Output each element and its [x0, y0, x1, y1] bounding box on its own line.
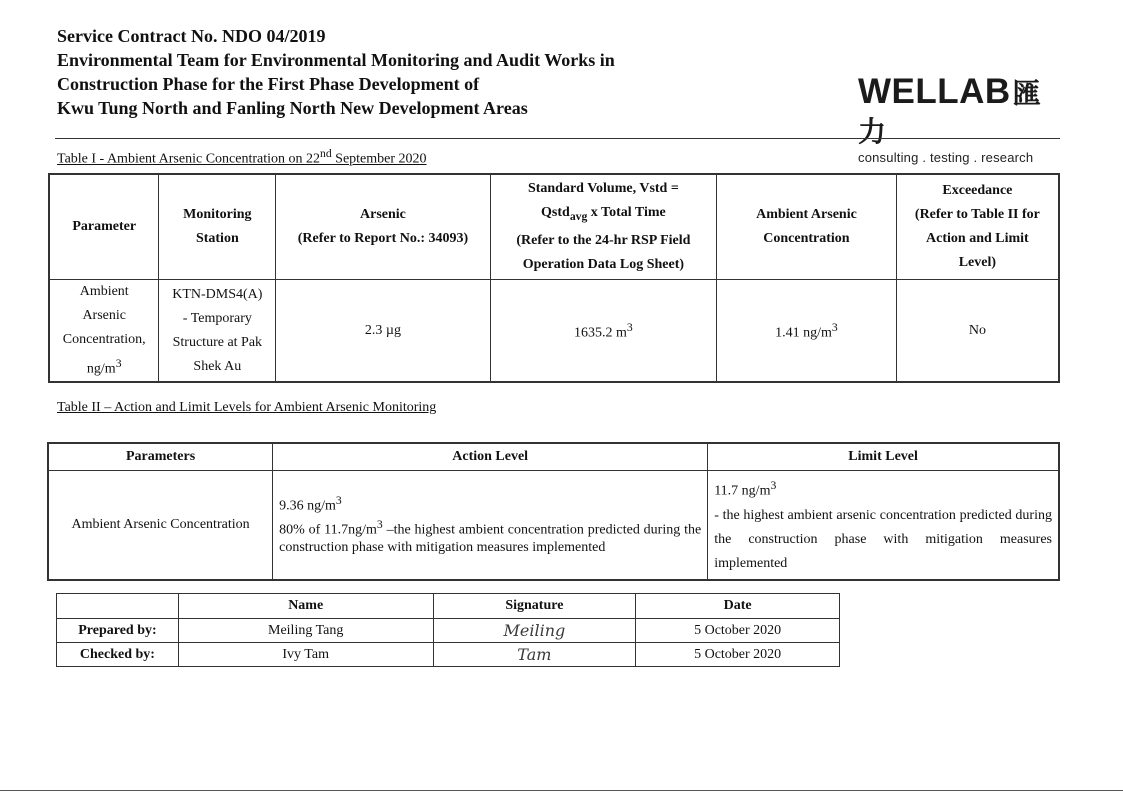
table-header-row — [57, 594, 840, 619]
action-limit-table — [47, 442, 1060, 581]
contract-title-line-3: Kwu Tung North and Fanling North New Development Areas — [57, 98, 528, 118]
wellab-logo — [858, 74, 1058, 165]
header-limit-level: Limit Level — [708, 443, 1059, 471]
checked-by-date: 5 October 2020 — [636, 643, 840, 667]
table-row — [49, 279, 1059, 382]
cell-station: KTN-DMS4(A) - Temporary Structure at Pak Shek Au — [159, 279, 276, 382]
logo-tagline: consulting . testing . research — [858, 150, 1034, 165]
header-action-level: Action Level — [273, 443, 708, 471]
header-signature: Signature — [433, 594, 636, 619]
cell-exceedance: No — [896, 279, 1059, 382]
footer-divider — [0, 790, 1123, 791]
table2-caption: Table II – Action and Limit Levels for Ambient Arsenic Monitoring — [57, 400, 437, 415]
cell-ambient-concentration: 1.41 $ng/m^3$ — [717, 279, 897, 382]
cell-limit-level: 11.7 $ng/m^3$ - the highest ambient arsenic concentration predicted during the construction phase with mitigation measures implemented — [708, 471, 1059, 580]
checked-by-name: Ivy Tam — [178, 643, 433, 667]
header-parameters: Parameters — [48, 443, 273, 471]
signoff-table — [56, 593, 840, 667]
document-header — [57, 24, 615, 120]
header-date: Date — [636, 594, 840, 619]
checked-by-label: Checked by: — [57, 643, 179, 667]
prepared-by-signature — [433, 619, 636, 643]
header-blank — [57, 594, 179, 619]
header-arsenic: Arsenic (Refer to Report No.: 34093) — [276, 174, 490, 279]
header-standard-volume: Standard Volume, Vstd = Qstd$_{avg}$ x Total Time (Refer to the 24-hr RSP Field Operation Data Log Sheet) — [490, 174, 716, 279]
logo-wordmark: WELLAB — [858, 72, 1011, 111]
header-ambient-concentration: Ambient Arsenic Concentration — [717, 174, 897, 279]
handwritten-signature: Meiling — [503, 620, 566, 640]
table1-caption: Table I - Ambient Arsenic Concentration on 22nd September 2020 — [57, 147, 427, 167]
prepared-by-date: 5 October 2020 — [636, 619, 840, 643]
handwritten-signature: Tam — [517, 644, 552, 664]
checked-by-signature — [433, 643, 636, 667]
contract-number: Service Contract No. NDO 04/2019 — [57, 26, 326, 46]
prepared-by-name: Meiling Tang — [178, 619, 433, 643]
arsenic-concentration-table — [48, 173, 1060, 383]
cell-parameter: Ambient Arsenic Concentration — [48, 471, 273, 580]
header-exceedance: Exceedance (Refer to Table II for Action and Limit Level) — [896, 174, 1059, 279]
header-parameter: Parameter — [49, 174, 159, 279]
table-header-row — [48, 443, 1059, 471]
cell-action-level: 9.36 $ng/m^3$ 80% of $11.7ng/m^3$ –the highest ambient concentration predicted during the construction phase with mitigation measures implemented — [273, 471, 708, 580]
cell-parameter: Ambient Arsenic Concentration, $ng/m^3$ — [49, 279, 159, 382]
table-header-row — [49, 174, 1059, 279]
table-row — [57, 619, 840, 643]
table-row — [57, 643, 840, 667]
contract-title-line-2: Construction Phase for the First Phase Development of — [57, 74, 480, 94]
logo-chinese-mark: 匯力 — [858, 78, 1042, 147]
cell-standard-volume: 1635.2 $m^3$ — [490, 279, 716, 382]
contract-title-line-1: Environmental Team for Environmental Monitoring and Audit Works in — [57, 50, 615, 70]
cell-arsenic-mass: 2.3 µg — [276, 279, 490, 382]
header-divider — [55, 138, 1060, 139]
table-row — [48, 471, 1059, 580]
header-monitoring-station: Monitoring Station — [159, 174, 276, 279]
prepared-by-label: Prepared by: — [57, 619, 179, 643]
header-name: Name — [178, 594, 433, 619]
